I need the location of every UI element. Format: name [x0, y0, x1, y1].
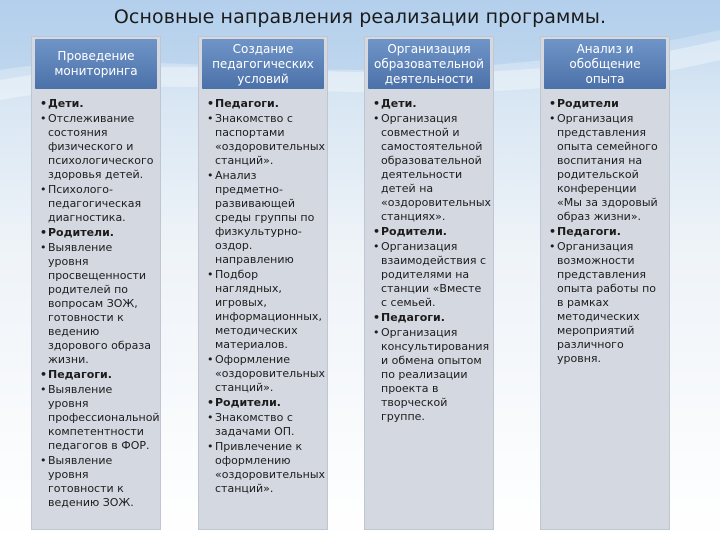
column-header: Организация образовательной деятельности	[368, 39, 490, 89]
list-item-text: Выявление уровня профессиональной компетентности педагогов в ФОР.	[48, 383, 160, 452]
list-item-text: Оформление «оздоровительных станций».	[215, 353, 326, 394]
bullet-icon: •	[207, 97, 215, 110]
list-item	[40, 241, 154, 367]
column-body	[549, 97, 663, 367]
list-item	[207, 169, 321, 267]
bullet-icon: •	[40, 97, 48, 110]
column-header: Анализ и обобщение опыта	[544, 39, 666, 89]
list-item	[373, 240, 487, 310]
list-item	[549, 240, 663, 366]
column-body	[40, 97, 160, 511]
bullet-icon: •	[207, 268, 214, 281]
column-analysis	[540, 36, 670, 530]
list-item-text: Педагоги.	[215, 97, 279, 110]
list-item	[373, 97, 487, 111]
list-item	[40, 368, 154, 382]
bullet-icon: •	[373, 240, 380, 253]
list-item-text: Родители	[557, 97, 619, 110]
bullet-icon: •	[549, 97, 557, 110]
bullet-icon: •	[373, 112, 380, 125]
list-item	[207, 268, 321, 352]
list-item	[40, 454, 154, 510]
list-item-text: Педагоги.	[557, 225, 621, 238]
list-item-text: Знакомство с задачами ОП.	[215, 411, 295, 438]
bullet-icon: •	[373, 97, 381, 110]
bullet-icon: •	[207, 411, 214, 424]
bullet-icon: •	[373, 225, 381, 238]
list-item-text: Педагоги.	[48, 368, 112, 381]
list-item-text: Знакомство с паспортами «оздоровительных станций».	[215, 112, 326, 167]
bullet-icon: •	[207, 112, 214, 125]
list-item	[40, 97, 154, 111]
list-item-text: Организация совместной и самостоятельной образовательной деятельности детей на «оздоровительных станциях».	[381, 112, 492, 223]
bullet-icon: •	[549, 225, 557, 238]
list-item-text: Организация взаимодействия с родителями на станции «Вместе с семьей.	[381, 240, 487, 309]
list-item	[373, 311, 487, 325]
list-item-text: Выявление уровня просвещенности родителей по вопросам ЗОЖ, готовности к ведению здорового образа жизни.	[48, 241, 151, 366]
column-header: Создание педагогических условий	[202, 39, 324, 89]
bullet-icon: •	[40, 226, 48, 239]
list-item-text: Родители.	[215, 396, 281, 409]
list-item	[207, 411, 321, 439]
bullet-icon: •	[207, 169, 214, 182]
list-item-text: Привлечение к оформлению «оздоровительных станций».	[215, 440, 326, 495]
column-monitoring	[31, 36, 161, 530]
page-title: Основные направления реализации программы.	[113, 6, 607, 28]
bullet-icon: •	[207, 396, 215, 409]
bullet-icon: •	[549, 240, 556, 253]
bullet-icon: •	[373, 326, 380, 339]
list-item	[207, 97, 321, 111]
list-item	[207, 396, 321, 410]
column-education	[364, 36, 494, 530]
list-item-text: Психолого-педагогическая диагностика.	[48, 183, 142, 224]
bullet-icon: •	[40, 383, 47, 396]
bullet-icon: •	[549, 112, 556, 125]
list-item-text: Организация возможности представления опыта работы по в рамках методических мероприятий различного уровня.	[557, 240, 656, 365]
column-body	[373, 97, 492, 425]
list-item	[207, 440, 326, 496]
list-item	[207, 353, 326, 395]
list-item	[373, 326, 490, 424]
bullet-icon: •	[207, 353, 214, 366]
bullet-icon: •	[40, 183, 47, 196]
list-item-text: Педагоги.	[381, 311, 445, 324]
list-item	[40, 112, 154, 182]
list-item	[549, 225, 663, 239]
list-item-text: Родители.	[48, 226, 114, 239]
list-item-text: Подбор наглядных, игровых, информационных, методических материалов.	[215, 268, 322, 351]
list-item-text: Организация консультирования и обмена опытом по реализации проекта в творческой группе.	[381, 326, 490, 423]
bullet-icon: •	[40, 454, 47, 467]
list-item	[549, 112, 663, 224]
column-body	[207, 97, 326, 497]
bullet-icon: •	[40, 112, 47, 125]
list-item-text: Отслеживание состояния физического и психологического здоровья детей.	[48, 112, 154, 181]
list-item-text: Анализ предметно-развивающей среды группы по физкультурно-оздор. направлению	[215, 169, 315, 266]
column-header: Проведение мониторинга	[35, 39, 157, 89]
list-item-text: Родители.	[381, 225, 447, 238]
bullet-icon: •	[207, 440, 214, 453]
bullet-icon: •	[40, 241, 47, 254]
list-item-text: Выявление уровня готовности к ведению ЗОЖ.	[48, 454, 134, 509]
bullet-icon: •	[40, 368, 48, 381]
list-item-text: Организация представления опыта семейного воспитания на родительской конференции «Мы за здоровый образ жизни».	[557, 112, 658, 223]
list-item	[40, 183, 154, 225]
column-conditions	[198, 36, 328, 530]
list-item-text: Дети.	[48, 97, 84, 110]
list-item	[40, 383, 160, 453]
list-item	[40, 226, 154, 240]
list-item	[373, 112, 492, 224]
list-item	[373, 225, 487, 239]
list-item-text: Дети.	[381, 97, 417, 110]
list-item	[207, 112, 326, 168]
list-item	[549, 97, 663, 111]
bullet-icon: •	[373, 311, 381, 324]
